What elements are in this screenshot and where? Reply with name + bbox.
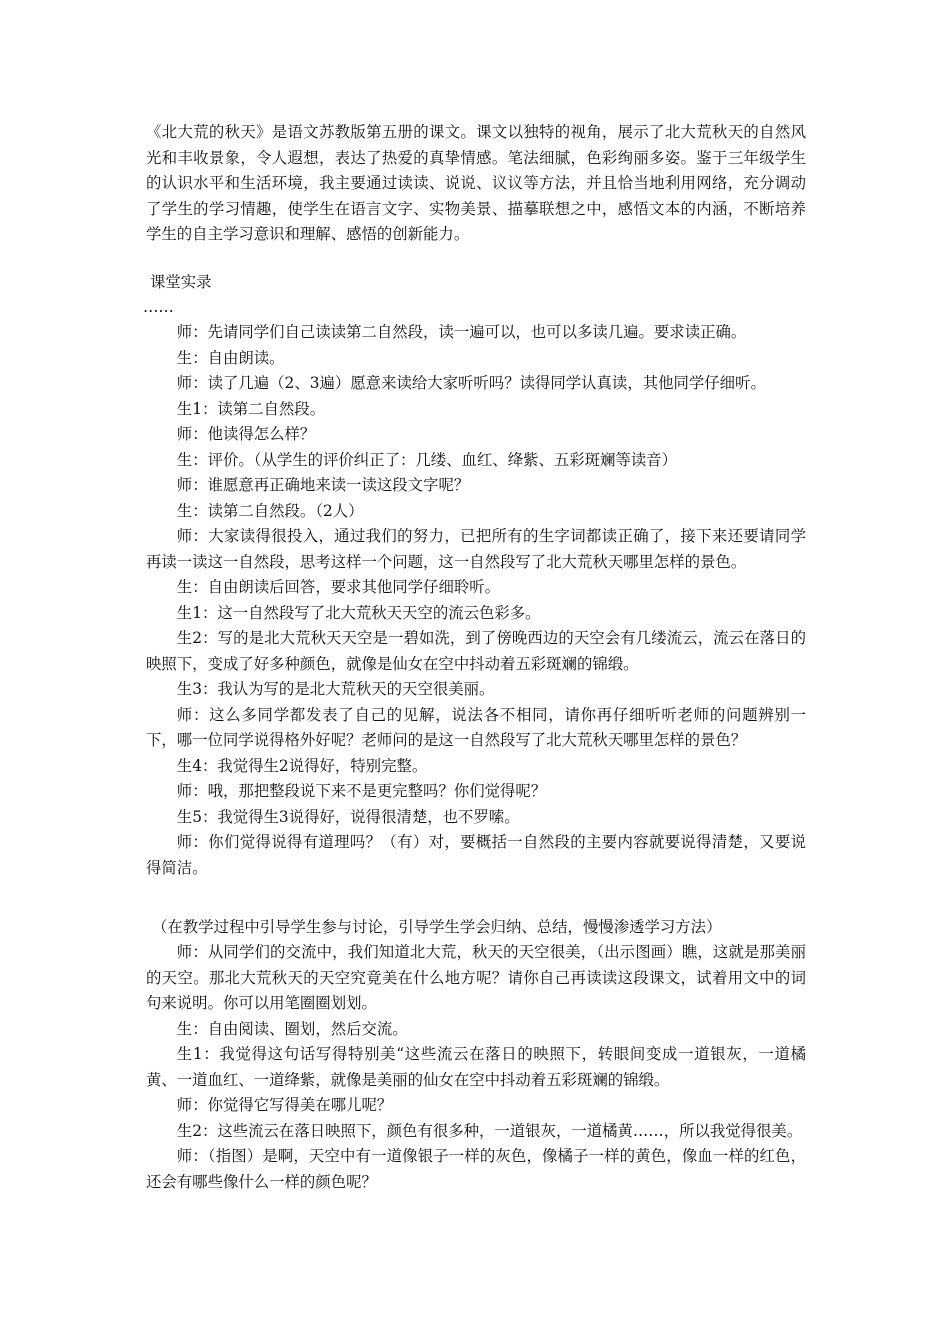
dialogue-line: 生3：我认为写的是北大荒秋天的天空很美丽。 (176, 680, 495, 698)
dialogue-part1 (146, 320, 806, 881)
dialogue-line: 生：自由阅读、圈划，然后交流。 (176, 1019, 408, 1038)
dialogue-line: 师：哦，那把整段说下来不是更完整吗？你们觉得呢？ (176, 782, 547, 800)
dialogue-line: 生2：写的是北大荒秋天天空是一碧如洗，到了傍晚西边的天空会有几缕流云，流云在落日的映照下，变成了好多种颜色，就像是仙女在空中抖动着五彩斑斓的锦缎。 (146, 629, 806, 673)
dialogue-line: 师：他读得怎么样？ (176, 425, 316, 443)
ellipsis (143, 295, 803, 321)
dialogue-part2 (146, 940, 806, 1195)
section-title-text: 课堂实录 (150, 273, 212, 291)
dialogue-line: 生1：我觉得这句话写得特别美“这些流云在落日的映照下，转眼间变成一道银灰，一道橘黄、一道血红、一道绛紫，就像是美丽的仙女在空中抖动着五彩斑斓的锦缎。 (146, 1045, 806, 1089)
dialogue-line: 生2：这些流云在落日映照下，颜色有很多种，一道银灰，一道橘黄……，所以我觉得很美。 (176, 1121, 803, 1140)
dialogue-line: 师：你觉得它写得美在哪儿呢？ (176, 1096, 393, 1114)
dialogue-line: 生：自由朗读后回答，要求其他同学仔细聆听。 (176, 578, 501, 596)
dialogue-line: 师：你们觉得说得有道理吗？（有）对，要概括一自然段的主要内容就要说得清楚，又要说得简洁。 (146, 833, 806, 877)
dialogue-line: 生4：我觉得生2说得好，特别完整。 (176, 756, 428, 775)
dialogue-line: 生：读第二自然段。（2人） (176, 501, 364, 520)
teaching-note (152, 915, 806, 941)
dialogue-line: 师：读了几遍（2、3遍）愿意来读给大家听听吗？读得同学认真读，其他同学仔细听。 (176, 374, 766, 392)
dialogue-line: 师：先请同学们自己读读第二自然段，读一遍可以，也可以多读几遍。要求读正确。 (176, 323, 747, 341)
dialogue-line: 师：谁愿意再正确地来读一读这段文字呢？ (176, 476, 470, 494)
dialogue-line: 生1：读第二自然段。 (176, 399, 326, 418)
dialogue-line: 师：大家读得很投入，通过我们的努力，已把所有的生字词都读正确了，接下来还要请同学再读一读这一自然段，思考这样一个问题，这一自然段写了北大荒秋天哪里怎样的景色。 (146, 527, 806, 571)
dialogue-line: 师：这么多同学都发表了自己的见解，说法各不相同，请你再仔细听听老师的问题辨别一下，哪一位同学说得格外好呢？老师问的是这一自然段写了北大荒秋天哪里怎样的景色？ (146, 705, 806, 749)
dialogue-line: 生：自由朗读。 (176, 348, 285, 367)
dialogue-line: 生1：这一自然段写了北大荒秋天天空的流云色彩多。 (176, 603, 541, 622)
teaching-note-text: （在教学过程中引导学生参与讨论，引导学生学会归纳、总结，慢慢渗透学习方法） (152, 918, 722, 936)
intro-paragraph (146, 120, 806, 248)
dialogue-line: 师：从同学们的交流中，我们知道北大荒，秋天的天空很美，（出示图画）瞧，这就是那美丽的天空。那北大荒秋天的天空究竟美在什么地方呢？请你自己再读读这段课文，试着用文中的词句来说明。你可以用笔圈圈划划。 (146, 943, 806, 1012)
ellipsis-text: …… (143, 298, 174, 316)
section-title (150, 270, 810, 296)
dialogue-line: 生5：我觉得生3说得好，说得很清楚，也不罗嗦。 (176, 807, 520, 826)
dialogue-line: 师：（指图）是啊，天空中有一道像银子一样的灰色，像橘子一样的黄色，像血一样的红色，还会有哪些像什么一样的颜色呢？ (146, 1147, 806, 1191)
dialogue-line: 生：评价。（从学生的评价纠正了：几缕、血红、绛紫、五彩斑斓等读音） (176, 450, 677, 469)
intro-text: 《北大荒的秋天》是语文苏教版第五册的课文。课文以独特的视角，展示了北大荒秋天的自然风光和丰收景象，令人遐想，表达了热爱的真挚情感。笔法细腻，色彩绚丽多姿。鉴于三年级学生的认识水平和生活环境，我主要通过读读、说说、议议等方法，并且恰当地利用网络，充分调动了学生的学习情趣，使学生在语言文字、实物美景、描摹联想之中，感悟文本的内涵，不断培养学生的自主学习意识和理解、感悟的创新能力。 (146, 123, 806, 243)
